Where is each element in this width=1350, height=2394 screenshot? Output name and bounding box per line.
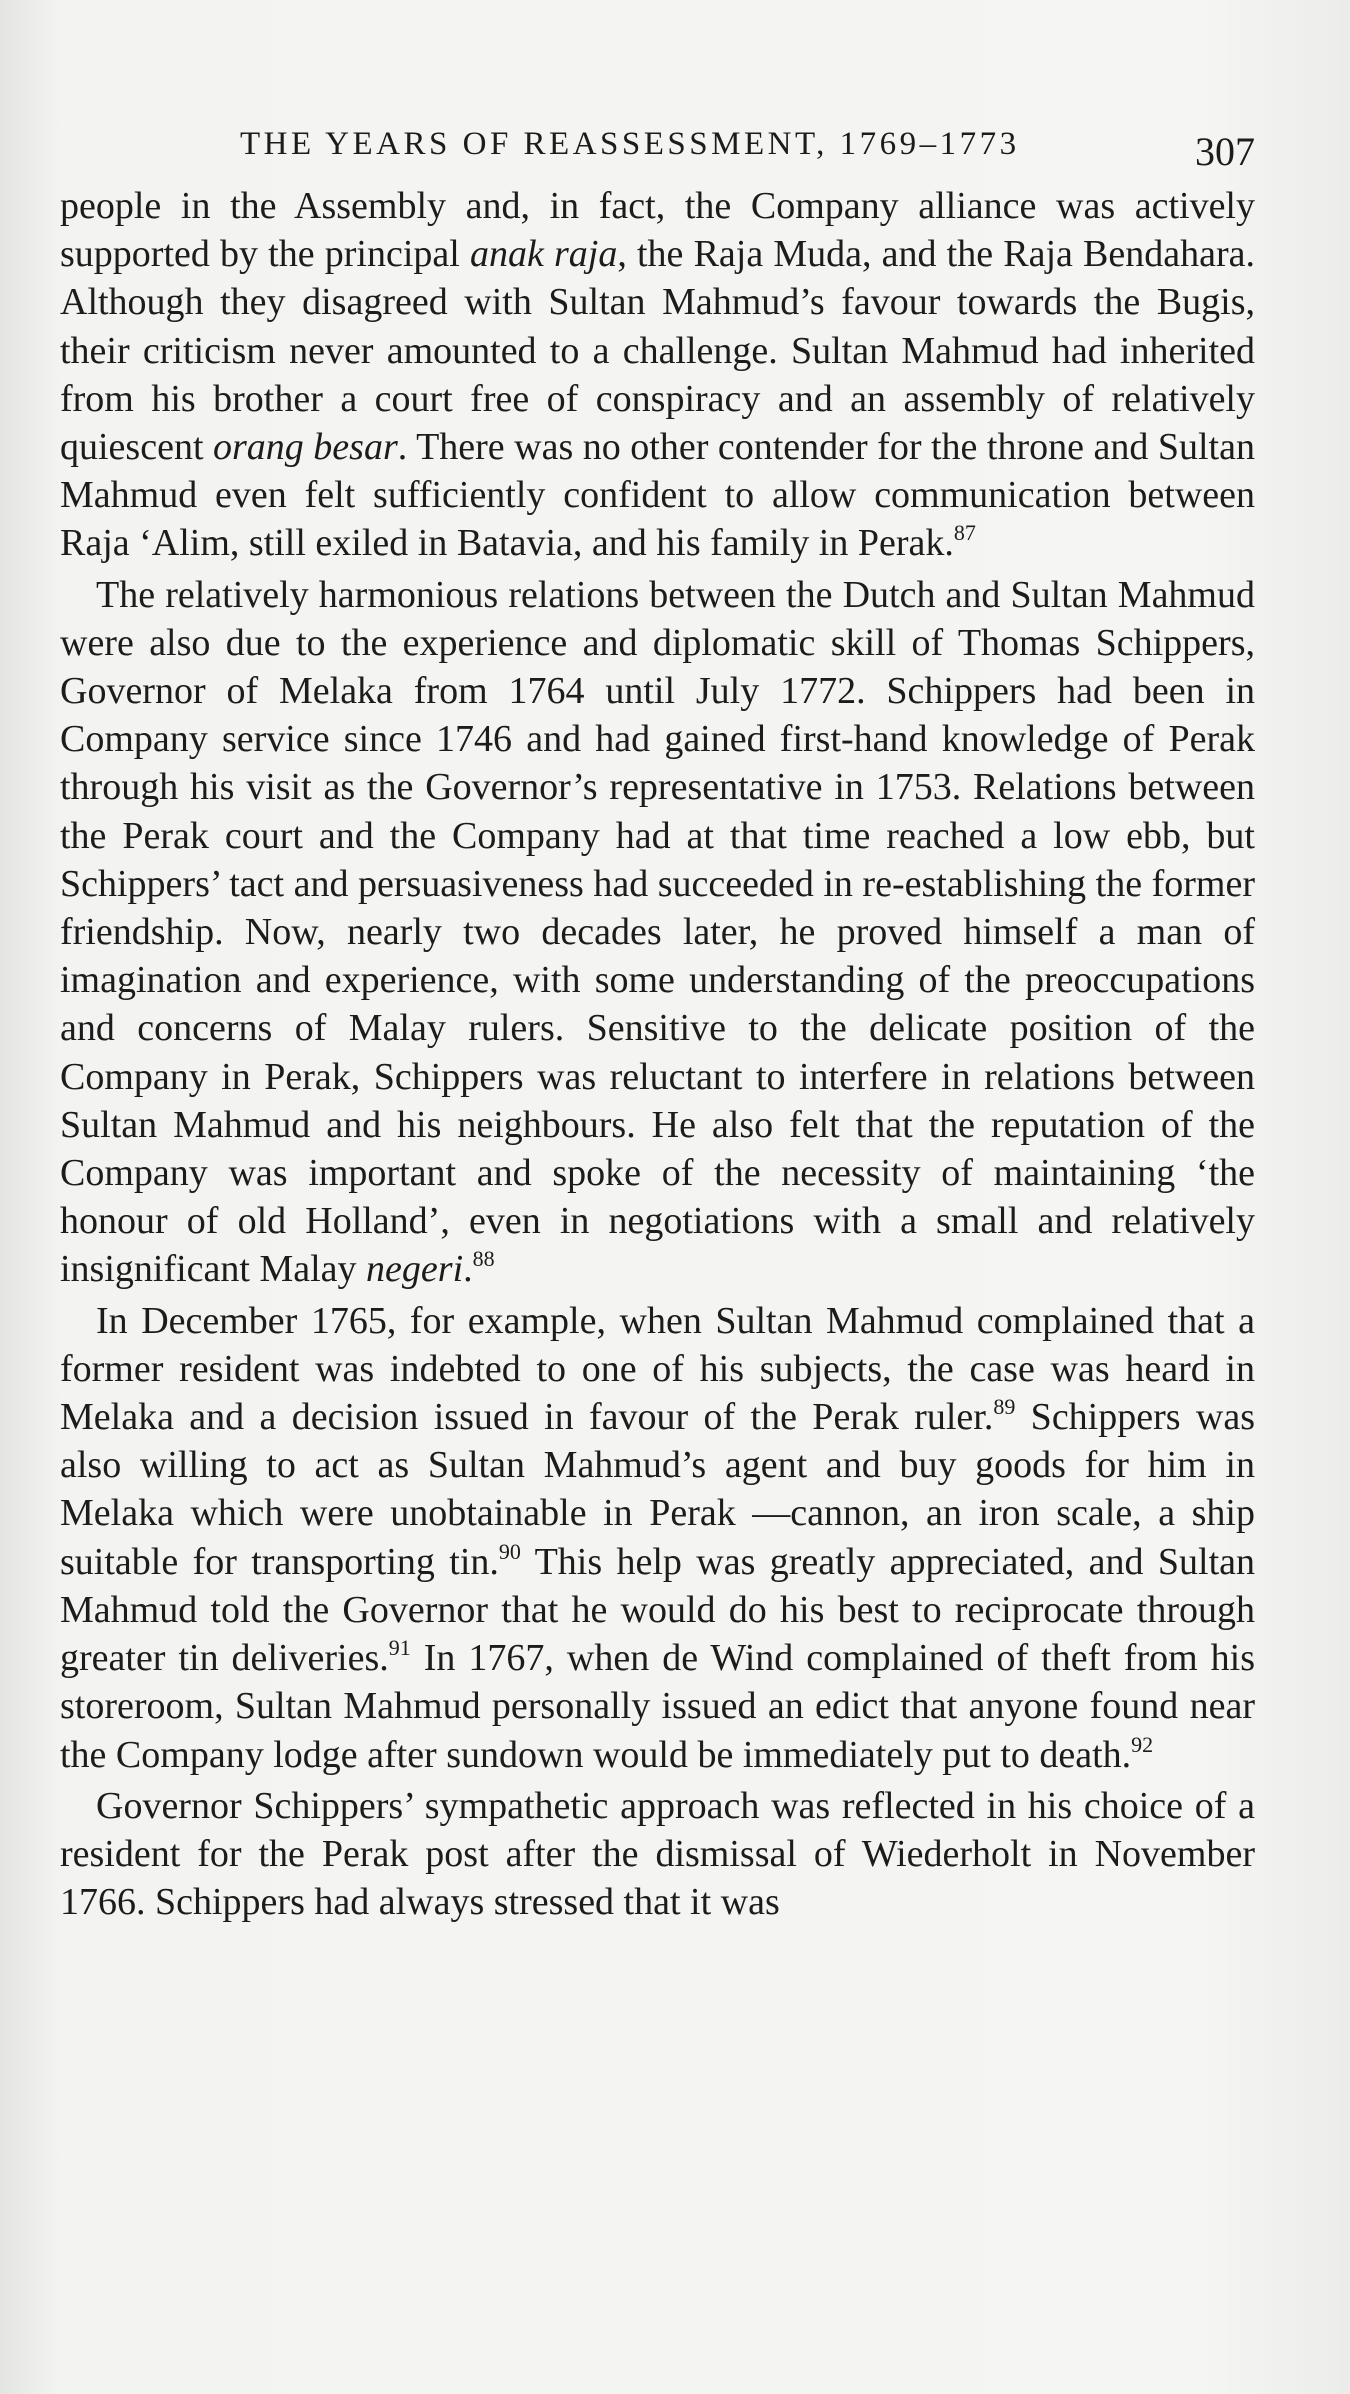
body-text [60, 182, 1255, 1926]
text-run: This help was greatly appreciated, and Sultan Mahmud told the Governor that he would do his best to reciprocate through greater tin deliveries. [60, 1540, 1255, 1680]
text-run: , the Raja Muda, and the Raja Bendahara. Although they disagreed with Sultan Mahmud’s favour towards the Bugis, their criticism never amounted to a challenge. Sultan Mahmud had inherited from his brother a court free of conspiracy and an assembly of relatively quiescent [60, 233, 1256, 469]
footnote-ref: 90 [498, 1538, 521, 1564]
italic-term: negeri [366, 1248, 464, 1291]
paragraph [60, 571, 1255, 1294]
text-run: The relatively harmonious relations between the Dutch and Sultan Mahmud were also due to the experience and diplomatic skill of Thomas Schippers, Governor of Melaka from 1764 until July 1772. Schippers had been in Company service since 1746 and had gained first-hand knowledge of Perak through his visit as the Governor’s representative in 1753. Relations between the Perak court and the Company had at that time reached a low ebb, but Schippers’ tact and persuasiveness had succeeded in re-establishing the former friendship. Now, nearly two decades later, he proved himself a man of imagination and experience, with some understanding of the preoccupations and concerns of Malay rulers. Sensitive to the delicate position of the Company in Perak, Schippers was reluctant to interfere in relations between Sultan Mahmud and his neighbours. He also felt that the reputation of the Company was important and spoke of the necessity of maintaining ‘the honour of old Holland’, even in negotiations with a small and relatively insignificant Malay [60, 573, 1255, 1291]
paragraph [60, 182, 1255, 568]
italic-term: orang besar [213, 426, 398, 469]
text-run: In 1767, when de Wind complained of theft from his storeroom, Sultan Mahmud personally issued an edict that anyone found near the Company lodge after sundown would be immediately put to death. [60, 1637, 1255, 1776]
italic-term: anak raja [469, 233, 618, 276]
paragraph [60, 1297, 1255, 1779]
running-head: THE YEARS OF REASSESSMENT, 1769–1773 [240, 126, 1020, 162]
page-number: 307 [1195, 129, 1255, 174]
page-header [60, 118, 1255, 178]
text-run: Schippers was also willing to act as Sultan Mahmud’s agent and buy goods for him in Melaka which were unobtainable in Perak —cannon, an iron scale, a ship suitable for transporting tin. [60, 1396, 1255, 1583]
footnote-ref: 91 [388, 1635, 411, 1661]
text-run: . There was no other contender for the throne and Sultan Mahmud even felt sufficiently confident to allow communication between Raja ‘Alim, still exiled in Batavia, and his family in Perak. [60, 426, 1255, 565]
text-run: people in the Assembly and, in fact, the Company alliance was actively supported by the principal [60, 185, 1255, 276]
text-run: In December 1765, for example, when Sultan Mahmud complained that a former resident was indebted to one of his subjects, the case was heard in Melaka and a decision issued in favour of the Perak ruler. [60, 1299, 1255, 1439]
footnote-ref: 87 [953, 520, 976, 546]
footnote-ref: 89 [993, 1394, 1016, 1420]
footnote-ref: 92 [1131, 1731, 1154, 1757]
footnote-ref: 88 [472, 1246, 495, 1272]
text-run: Governor Schippers’ sympathetic approach was reflected in his choice of a resident for the Perak post after the dismissal of Wiederholt in November 1766. Schippers had always stressed that it was [60, 1784, 1255, 1924]
text-run: . [463, 1248, 473, 1291]
paragraph [60, 1782, 1255, 1927]
